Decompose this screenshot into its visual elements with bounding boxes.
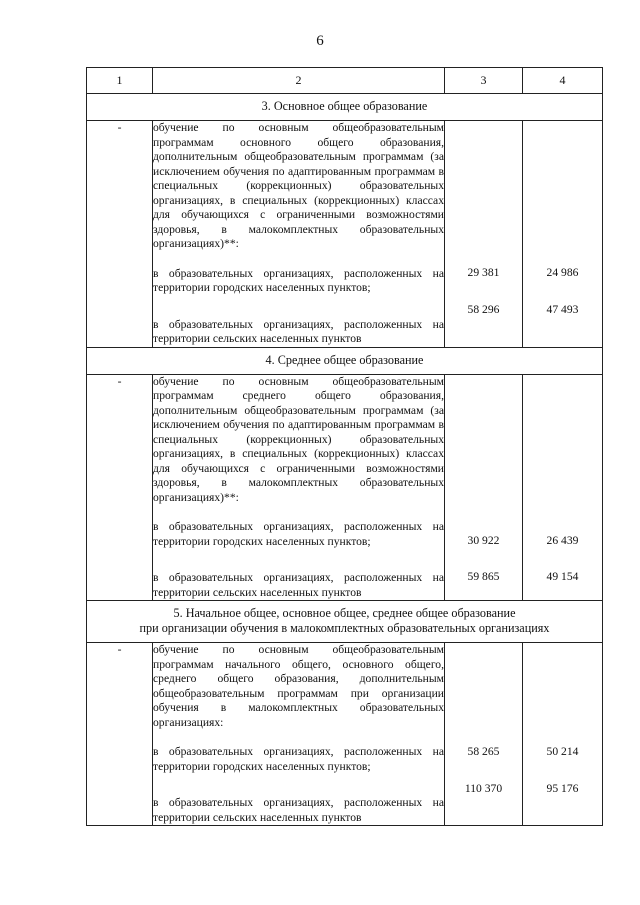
col4-cell xyxy=(523,643,603,826)
row-dash: - xyxy=(87,374,153,601)
row-dash: - xyxy=(87,643,153,826)
rural-row-label: в образовательных организациях, расположенных на территории сельских населенных пунктов xyxy=(153,317,444,345)
table-row xyxy=(87,643,603,826)
row-description-cell xyxy=(153,374,445,601)
section-heading-row xyxy=(87,601,603,643)
page-number: 6 xyxy=(316,33,324,49)
urban-row-label: в образовательных организациях, расположенных на территории городских населенных пунктов; xyxy=(153,745,444,773)
urban-value-col3: 29 381 xyxy=(467,266,500,279)
column-number-4: 4 xyxy=(523,68,603,94)
rural-value-col3: 58 296 xyxy=(467,302,500,316)
row-dash: - xyxy=(87,121,153,348)
table-row xyxy=(87,121,603,348)
rural-row-label: в образовательных организациях, расположенных на территории сельских населенных пунктов xyxy=(153,796,444,824)
section-title-line-2: при организации обучения в малокомплектных образовательных организациях xyxy=(139,621,550,635)
cost-norms-table xyxy=(86,67,603,826)
urban-value-col3: 30 922 xyxy=(467,533,500,547)
row-description-cell xyxy=(153,643,445,826)
rural-value-col3: 59 865 xyxy=(467,570,500,583)
row-description: обучение по основным общеобразовательным программам основного общего образования, дополнительным общеобразовательным программам (за исключением обучения по адаптированным программам в специальных (коррекционных) образовательных организациях, в специальных (коррекционных) классах для обучающихся с ограниченными возможностями здоровья, в малокомплектных образовательных организациях)**: xyxy=(153,121,444,250)
row-description: обучение по основным общеобразовательным программам начального общего, основного общего, среднего общего образования, дополнительным общеобразовательным программам при организации обучения в малокомплектных образовательных организациях: xyxy=(153,643,444,729)
urban-value-col4: 24 986 xyxy=(546,266,579,279)
urban-value-col3: 58 265 xyxy=(467,745,500,758)
col3-cell xyxy=(445,374,523,601)
urban-row-label: в образовательных организациях, расположенных на территории городских населенных пунктов; xyxy=(153,520,444,548)
table-header-row xyxy=(87,68,603,94)
col3-cell xyxy=(445,643,523,826)
section-title xyxy=(87,601,603,643)
section-heading-row xyxy=(87,347,603,374)
col4-cell xyxy=(523,374,603,601)
section-title: 4. Среднее общее образование xyxy=(87,347,603,374)
section-heading-row xyxy=(87,94,603,121)
row-description-cell xyxy=(153,121,445,348)
column-number-1: 1 xyxy=(87,68,153,94)
table-row xyxy=(87,374,603,601)
column-number-2: 2 xyxy=(153,68,445,94)
rural-value-col4: 95 176 xyxy=(546,781,579,795)
col4-cell xyxy=(523,121,603,348)
rural-row-label: в образовательных организациях, расположенных на территории сельских населенных пунктов xyxy=(153,571,444,599)
column-number-3: 3 xyxy=(445,68,523,94)
section-title: 3. Основное общее образование xyxy=(87,94,603,121)
rural-value-col3: 110 370 xyxy=(464,781,503,795)
urban-value-col4: 26 439 xyxy=(546,533,579,547)
section-title-line-1: 5. Начальное общее, основное общее, среднее общее образование xyxy=(173,606,516,620)
col3-cell xyxy=(445,121,523,348)
urban-row-label: в образовательных организациях, расположенных на территории городских населенных пунктов; xyxy=(153,266,444,294)
urban-value-col4: 50 214 xyxy=(546,745,579,758)
rural-value-col4: 49 154 xyxy=(546,570,579,583)
rural-value-col4: 47 493 xyxy=(546,302,579,316)
row-description: обучение по основным общеобразовательным программам среднего общего образования, дополнительным общеобразовательным программам (за исключением обучения по адаптированным программам в специальных (коррекционных) образовательных организациях, в специальных (коррекционных) классах для обучающихся с ограниченными возможностями здоровья, в малокомплектных образовательных организациях)**: xyxy=(153,374,444,504)
